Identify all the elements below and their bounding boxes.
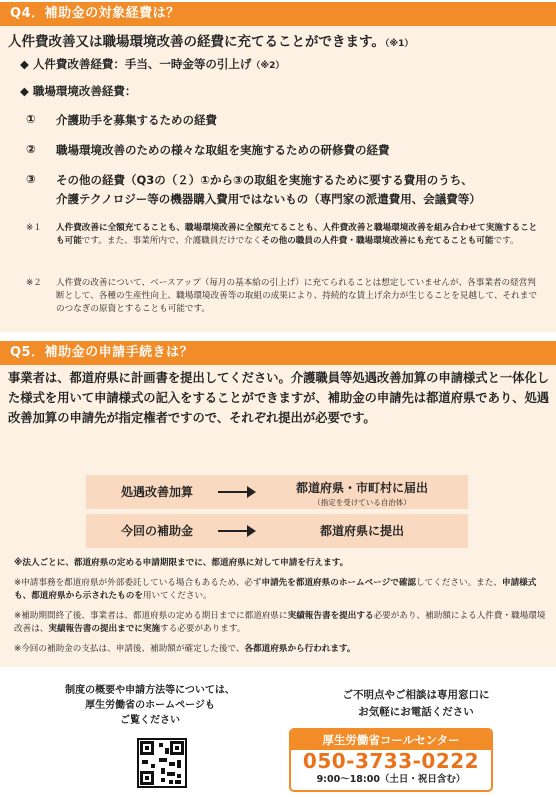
q5-note-3-c: 必要があり、補助額による人件費・職場環境改善は、 — [14, 611, 546, 634]
note-1 — [56, 222, 544, 248]
note-1-bold-2: その他の職員の人件費・職場環境改善にも充てることも可能 — [261, 236, 494, 246]
q4-lead-ref: （※1） — [384, 39, 414, 49]
note-1-mid: です。また、事業所内で、介護職員だけでなく — [81, 236, 262, 246]
q5-note-3 — [14, 610, 549, 636]
q5-note-4 — [14, 643, 549, 656]
bullet-personnel-cost-ref: （※2） — [251, 61, 285, 71]
flow-1-right-text: 都道府県・市町村に届出 — [295, 481, 428, 495]
flow-1-right — [256, 475, 468, 508]
note-1-end: です。 — [493, 236, 519, 246]
bullet-personnel-cost-text: ◆ 人件費改善経費：手当、一時金等の引上げ — [20, 57, 252, 71]
qr-code-icon[interactable] — [137, 738, 187, 788]
call-center-box — [289, 728, 493, 792]
q4-lead — [8, 30, 413, 50]
q4-heading: Q4．補助金の対象経費は？ — [0, 2, 556, 26]
bullet-personnel-cost — [20, 56, 284, 72]
q5-note-4-a: ※今回の補助金の支払は、申請後、補助額が確定した後で、 — [14, 644, 245, 654]
arrow-right-icon — [218, 491, 254, 493]
item-3-line-1: その他の経費（Q3の（２）①から③の取組を実施するために要する費用のうち、 — [56, 173, 473, 187]
q5-heading: Q5．補助金の申請手続きは？ — [0, 341, 556, 365]
note-1-mark: ※１ — [26, 223, 42, 233]
q5-note-3-a: ※補助期間終了後、事業者は、都道府県の定める期日までに都道府県に — [14, 611, 288, 621]
item-2-number: ② — [26, 142, 36, 156]
q5-note-2 — [14, 577, 549, 603]
call-center-title: 厚生労働省コールセンター — [291, 730, 491, 750]
footer-contact-guide — [286, 687, 546, 721]
footer-left-line-2: 厚生労働省のホームページも — [85, 700, 215, 711]
q5-note-3-b: 実績報告書を提出する — [287, 611, 374, 621]
note-2: 人件費の改善について、ベースアップ（毎月の基本給の引上げ）に充てられることは想定していませんが、各事業者の経営判断として、各種の生産性向上、職場環境改善等の取組の成果により、持続的な賃上げ余力が生じることを見越して、それまでのつなぎの原資とすることも可能です。 — [56, 278, 537, 314]
flow-row-kasan — [86, 475, 468, 509]
arrow-right-icon — [218, 530, 254, 532]
item-3-number: ③ — [26, 172, 36, 186]
q5-note-2-c: してください。また、 — [416, 578, 502, 588]
q5-lead: 事業者は、都道府県に計画書を提出してください。介護職員等処遇改善加算の申請様式と一体化した様式を用いて申請様式の記入をすることができますが、補助金の申請先は都道府県であり、処遇改善加算の申請先が指定権者ですので、それぞれ提出が必要です。 — [8, 371, 550, 425]
footer-left-line-3: ご覧ください — [120, 715, 180, 726]
flow-2-right: 都道府県に提出 — [319, 524, 404, 538]
flow-1-left: 処遇改善加算 — [120, 485, 193, 499]
flow-row-subsidy — [86, 514, 468, 548]
footer-right-line-2: お気軽にお電話ください — [358, 706, 474, 718]
q5-note-3-e: する必要があります。 — [160, 624, 246, 634]
q5-note-2-a: ※申請事務を都道府県が外部委託している場合もあるため、必ず — [14, 578, 262, 588]
q5-note-3-d: 実績報告書の提出までに実施 — [48, 624, 161, 634]
call-center-hours: 9:00～18:00（土日・祝日含む） — [316, 774, 466, 785]
item-1-text: 介護助手を募集するための経費 — [56, 113, 217, 127]
item-1-number: ① — [26, 112, 36, 126]
note-1-bold-1: 人件費改善に全額充てることも、職場環境改善に全額充てることも、人件費改善と職場環境改善を組み合わせて実施することも可能 — [56, 223, 538, 246]
q5-note-2-b: 申請先を都道府県のホームページで確認 — [261, 578, 417, 588]
footer-left-line-1: 制度の概要や申請方法等については、 — [65, 685, 235, 696]
note-2-mark: ※２ — [26, 278, 42, 288]
flow-2-left: 今回の補助金 — [120, 524, 193, 538]
call-center-phone[interactable]: 050-3733-0222 — [302, 749, 480, 773]
item-2-text: 職場環境改善のための様々な取組を実施するための研修費の経費 — [56, 143, 390, 157]
footer-right-line-1: ご不明点やご相談は専用窓口に — [342, 689, 490, 701]
flow-1-right-sub: （指定を受けている自治体） — [313, 498, 411, 507]
footer-homepage-guide — [20, 683, 280, 728]
q5-note-2-e: 用いてください。 — [142, 591, 212, 601]
q5-note-1: ※法人ごとに、都道府県の定める申請期限までに、都道府県に対して申請を行えます。 — [14, 558, 349, 568]
q4-lead-text: 人件費改善又は職場環境改善の経費に充てることができます。 — [8, 34, 385, 50]
item-3-line-2: 介護テクノロジー等の機器購入費用ではないもの（専門家の派遣費用、会議費等） — [56, 192, 481, 206]
q5-note-2-d: 申請様式も、都道府県から示されたものを — [14, 578, 537, 601]
q5-note-4-b: 各都道府県から行われます。 — [244, 644, 356, 654]
bullet-environment-cost: ◆ 職場環境改善経費： — [20, 84, 137, 98]
